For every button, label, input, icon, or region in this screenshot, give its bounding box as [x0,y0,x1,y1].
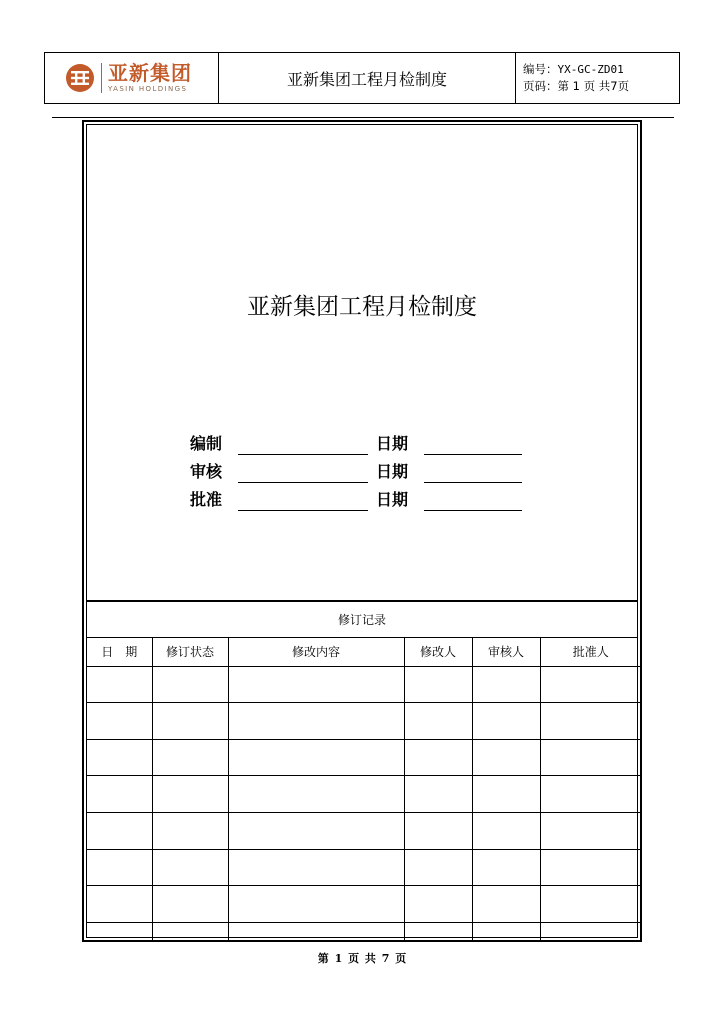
table-cell[interactable] [228,739,404,776]
section-divider [87,600,637,602]
table-cell[interactable] [472,703,540,740]
table-cell[interactable] [152,776,228,813]
header-rule [52,117,674,118]
table-cell[interactable] [472,739,540,776]
revision-table [87,638,641,941]
column-header-reviewer: 审核人 [472,638,540,666]
signature-line[interactable] [238,510,368,511]
signoff-date-label: 日期 [376,490,409,509]
table-cell[interactable] [404,739,472,776]
table-cell[interactable] [228,776,404,813]
header-title: 亚新集团工程月检制度 [219,53,516,103]
table-cell[interactable] [540,923,641,941]
table-row [87,666,641,703]
table-cell[interactable] [228,886,404,923]
table-cell[interactable] [540,776,641,813]
table-cell[interactable] [404,666,472,703]
signoff-role: 编制 [190,434,223,453]
column-header-approver: 批准人 [540,638,641,666]
table-cell[interactable] [228,666,404,703]
column-header-date: 日 期 [87,638,152,666]
table-cell[interactable] [404,849,472,886]
company-logo [45,53,219,103]
table-row [87,923,641,941]
header-meta [516,53,679,103]
document-code-label: 编号： [523,62,558,76]
table-cell[interactable] [472,849,540,886]
logo-english-name: YASIN HOLDINGS [108,85,188,93]
table-cell[interactable] [404,886,472,923]
revision-header-row [87,638,641,666]
signoff-date-label: 日期 [376,434,409,453]
table-cell[interactable] [404,923,472,941]
page-header [44,52,680,104]
table-cell[interactable] [152,849,228,886]
document-code-value: YX-GC-ZD01 [557,63,624,76]
signoff-role: 批准 [190,490,223,509]
table-cell[interactable] [228,703,404,740]
table-cell[interactable] [152,703,228,740]
table-row [87,886,641,923]
table-cell[interactable] [540,739,641,776]
table-cell[interactable] [540,666,641,703]
column-header-status: 修订状态 [152,638,228,666]
signoff-row-approved [87,483,637,511]
table-cell[interactable] [228,923,404,941]
table-cell[interactable] [87,703,152,740]
table-cell[interactable] [87,849,152,886]
table-cell[interactable] [152,923,228,941]
logo-chinese-name: 亚新集团 [108,61,192,85]
date-line[interactable] [424,510,522,511]
table-cell[interactable] [472,886,540,923]
column-header-content: 修改内容 [228,638,404,666]
cover-frame-inner [86,124,638,938]
table-cell[interactable] [540,849,641,886]
table-cell[interactable] [152,813,228,850]
table-cell[interactable] [404,776,472,813]
cover-title: 亚新集团工程月检制度 [247,294,477,320]
table-row [87,703,641,740]
company-emblem-icon [65,63,95,93]
table-row [87,776,641,813]
table-cell[interactable] [472,776,540,813]
table-cell[interactable] [228,813,404,850]
logo-wordmark [108,63,192,93]
table-cell[interactable] [152,666,228,703]
cover-frame [82,120,642,942]
logo-separator [101,63,102,93]
table-cell[interactable] [228,849,404,886]
table-cell[interactable] [87,923,152,941]
column-header-modifier: 修改人 [404,638,472,666]
table-cell[interactable] [540,703,641,740]
table-cell[interactable] [87,886,152,923]
table-cell[interactable] [152,886,228,923]
table-row [87,739,641,776]
page-footer: 第 1 页 共 7 页 [317,952,407,965]
table-cell[interactable] [472,923,540,941]
table-cell[interactable] [540,813,641,850]
signoff-role: 审核 [190,462,223,481]
table-cell[interactable] [472,813,540,850]
table-cell[interactable] [540,886,641,923]
signoff-row-prepared [87,427,637,455]
page-indicator: 页码：第 1 页 共7页 [523,79,630,93]
table-row [87,849,641,886]
table-cell[interactable] [87,739,152,776]
table-cell[interactable] [87,666,152,703]
revision-title: 修订记录 [87,603,637,638]
table-cell[interactable] [87,776,152,813]
table-cell[interactable] [404,703,472,740]
table-cell[interactable] [87,813,152,850]
table-cell[interactable] [404,813,472,850]
table-cell[interactable] [152,739,228,776]
table-cell[interactable] [472,666,540,703]
signoff-row-reviewed [87,455,637,483]
document-code [523,61,679,78]
signoff-date-label: 日期 [376,462,409,481]
table-row [87,813,641,850]
